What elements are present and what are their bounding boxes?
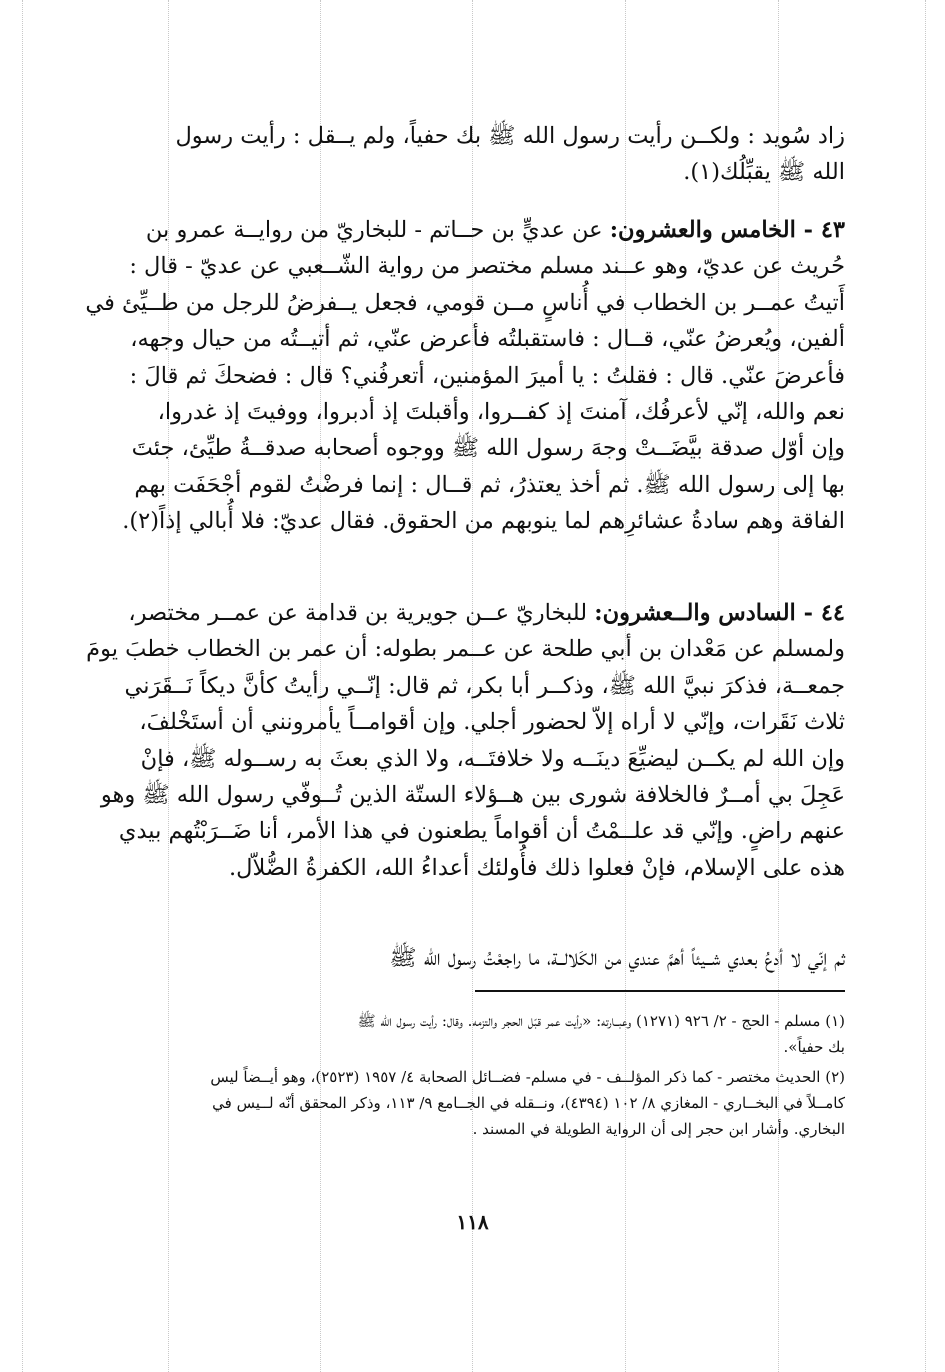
text-line: الفاقة وهم سادةُ عشائرِهم لما ينوبهم من الحقوق. فقال عديّ: فلا أُبالي إذاً(٢).: [122, 508, 845, 535]
text-line: زاد سُويد : ولكــن رأيت رسول الله ﷺ بك حفياً، ولم يــقل : رأيت رسول: [175, 123, 845, 149]
text-line: فأعرضَ عنّي. قال : فقلتُ : يا أميرَ المؤمنين، أتعرفُني؟ قال : فضحكَ ثم قالَ :: [129, 362, 845, 389]
text-line: عَجِلَ بي أمــرٌ فالخلافة شورى بين هــؤلاء الستّة الذين تُــوفّي رسول الله ﷺ وهو: [100, 782, 845, 809]
footnote-line: (٢) الحديث مختصر - كما ذكر المؤلــف - في مسلم- فضــائل الصحابة ٤/ ١٩٥٧ (٢٥٢٣)، وهو أيــضاً ليس: [210, 1068, 845, 1086]
footnote-line: كامــلاً في البخــاري - المغازي ٨/ ١٠٢ (٤٣٩٤)، ونــقله في الجــامع ٩/ ١١٣، وذكر المحقق أنّه لــيس في: [212, 1094, 845, 1112]
text-line: ثلاث نَقَرات، وإنّي لا أراه إلاّ لحضور أجلي. وإن أقوامــاً يأمرونني أن أستَخْلفَ،: [139, 709, 845, 736]
text-span: للبخاريّ عــن جويرية بن قدامة عن عمــر مختصر،: [128, 600, 588, 626]
text-line: [85, 212, 845, 248]
page-number: ١١٨: [456, 1210, 489, 1234]
text-line: جمعــة، فذكرَ نبيَّ الله ﷺ، وذكــر أبا بكر، ثم قال: إنّــي رأيتُ كأنَّ ديكاً نَــقَرَني: [124, 672, 845, 699]
text-line: ولمسلم عن مَعْدان بن أبي طلحة عن عــمر بطوله: أن عمر بن الخطاب خطبَ يومَ: [86, 636, 845, 663]
hadith-44-heading: ٤٤ - السادس والــعشرون:: [594, 600, 845, 626]
text-line: حُريث عن عديّ، وهو عــند مسلم مختصر من رواية الشّــعبي عن عديّ - قال :: [129, 253, 845, 280]
scan-guide-line: [22, 0, 23, 1372]
text-span: عن عديٍّ بن حــاتم - للبخاريّ من روايــة عمرو بن: [145, 217, 603, 243]
footnote-2: [85, 1064, 845, 1142]
text-line: وإن أوّل صدقة بيَّضَــتْ وجهَ رسول الله ﷺ ووجوه أصحابه صدقــةُ طيِّئ، جئتَ: [131, 435, 845, 462]
text-line: وإن الله لم يكــن ليضيِّعَ دينَــه ولا خلافتَــه، ولا الذي بعثَ به رســوله ﷺ، فإنْ: [140, 745, 845, 772]
footnote-1: [85, 1008, 845, 1060]
closing-paragraph: [85, 940, 845, 976]
footnotes: [85, 1008, 845, 1142]
text-line: أَتيتُ عمــر بن الخطاب في أُناسٍ مــن قومي، فجعل يــفرضُ للرجل من طــيِّئ في: [85, 289, 845, 316]
scan-guide-line: [925, 0, 926, 1372]
text-line: الله ﷺ يقبِّلُك(١).: [683, 159, 845, 186]
text-line: بها إلى رسول الله ﷺ. ثم أخذ يعتذرُ، ثم قــال : إنما فرضْتُ لقوم أجْحَفَت بهم: [134, 471, 845, 498]
text-line: عنهم راضٍ. وإنّي قد علــمْتُ أن أقواماً يطعنون في هذا الأمر، أنا ضَــرَبْتُهم بيدي: [118, 818, 845, 845]
text-line: ألفين، ويُعرضُ عنّي، قــال : فاستقبلتُه فأعرض عنّي، ثم أتيــتُه من حيال وجهه،: [130, 326, 845, 353]
footnote-line: البخاري. وأشار ابن حجر إلى أن الرواية الطويلة في المسند .: [472, 1120, 845, 1138]
text-line: [85, 595, 845, 631]
intro-paragraph: [85, 118, 845, 191]
footnote-line: (١) مسلم - الحج - ٢/ ٩٢٦ (١٢٧١) وعبــارته: «رأيت عمر قبّل الحجر والتزمه. وقال: رأيت رسول الله ﷺ: [357, 1012, 845, 1030]
text-line: هذه على الإسلام، فإنْ فعلوا ذلك فأُولئك أعداءُ الله، الكفرةُ الضُّلاّل.: [228, 854, 845, 881]
footnote-line: بك حفياً».: [783, 1038, 845, 1056]
hadith-44-paragraph: [85, 595, 845, 886]
hadith-43-paragraph: [85, 212, 845, 540]
text-line: ثم إنّي لا أدعُ بعدي شــيئاً أهمَّ عندي من الكَلالــة، ما راجعْتُ رسول الله ﷺ: [389, 945, 845, 971]
footnote-separator: [475, 990, 845, 992]
text-line: نعم والله، إنّي لأعرفُك، آمنتَ إذ كفــروا، وأقبلتَ إذ أدبروا، ووفيتَ إذ غدروا،: [157, 399, 845, 426]
hadith-43-heading: ٤٣ - الخامس والعشرون:: [609, 217, 845, 243]
